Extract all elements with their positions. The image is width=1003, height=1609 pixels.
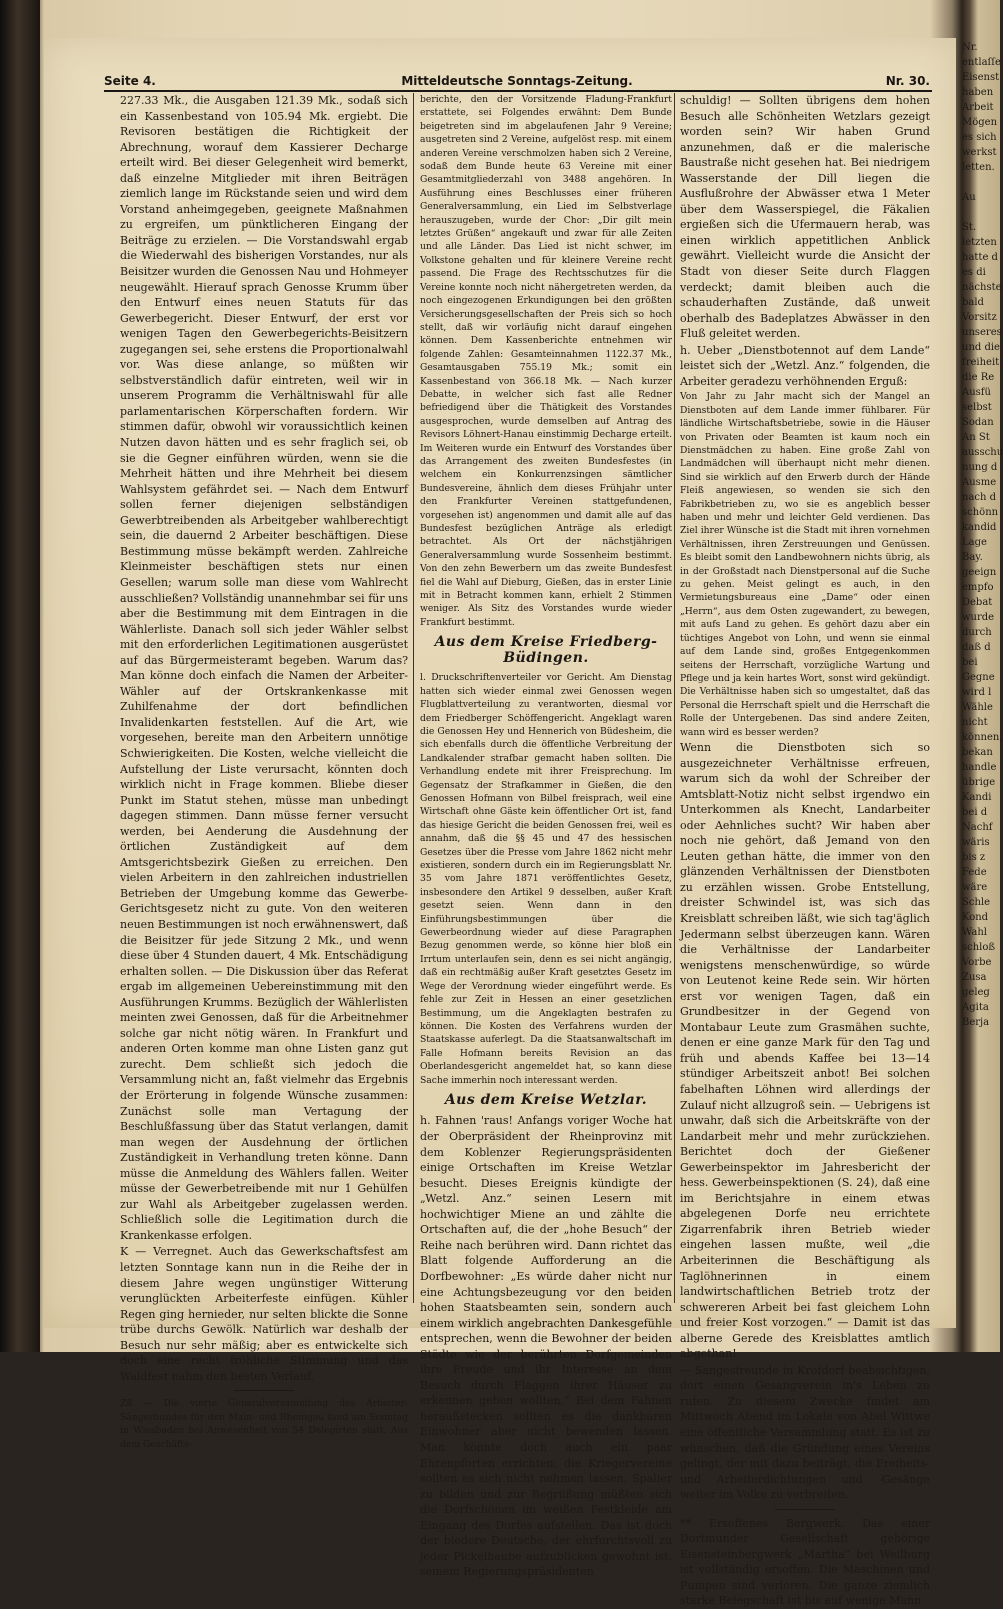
adjacent-page-fragment: Wähle <box>962 702 993 713</box>
adjacent-page-fragment: selbst <box>962 402 992 413</box>
adjacent-page-fragment: hatte d <box>962 252 998 263</box>
adjacent-page-fragment: es sich <box>962 132 997 143</box>
adjacent-page-fragment: haben <box>962 87 994 98</box>
adjacent-page-fragment: und die <box>962 342 1000 353</box>
adjacent-page-fragment: Arbeit <box>962 102 994 113</box>
adjacent-page-fragment: Sodan <box>962 417 994 428</box>
adjacent-page-fragment: werkst <box>962 147 997 158</box>
adjacent-page-fragment: unseres <box>962 327 1002 338</box>
newspaper-title: Mitteldeutsche Sonntags-Zeitung. <box>401 74 633 88</box>
adjacent-page-fragment: Fede <box>962 867 987 878</box>
column-divider-1 <box>413 93 414 1303</box>
section-heading: Aus dem Kreise Friedberg-Büdingen. <box>434 634 658 666</box>
article-divider <box>234 1390 294 1391</box>
article-paragraph: — Sangesfreunde in Krofdorf beabsichtigen, dort einen Gesangverein in's Leben zu rufen. Zu diesem Zwecke findet am Mittwoch Abend im Lokale von Abel Wittwe eine öffentliche Versammlung statt. Es ist zu wünschen, daß die Gründung eines Vereins gelingt, der mit dazu beiträgt, die Freiheits- und Arbeiterdichtungen und -Gesänge weiter im Volke zu verbreiten. <box>680 1363 930 1502</box>
adjacent-page-fragment: die Re <box>962 372 995 383</box>
article-paragraph: h. Fahnen 'raus! Anfangs voriger Woche hat der Oberpräsident der Rheinprovinz mit dem Koblenzer Regierungspräsidenten einige Ortschaften im Kreise Wetzlar besucht. Dieses Ereignis kündigte der „Wetzl. Anz.“ seinen Lesern mit hochwichtiger Miene an und zählte die Ortschaften auf, die der „hohe Besuch“ der Reihe nach berühren wird. Dann richtet das Blatt folgende Aufforderung an die Dorfbewohner: „Es würde daher nicht nur eine Achtungsbezeugung vor den beiden hohen Staatsbeamten sein, sondern auch einem wirklich angebrachten Dankesgefühle entsprechen, wenn die Bewohner der beiden Städte wie der berührten Dorfgemeinden ihre Freude und ihr Interesse an dem Besuch durch Flaggen ihrer Häuser zu erkennen geben wollten.“ Bei dem Fahnen heraußstecken sollten es die dankbaren Einwohner aber nicht bewenden lassen. Man könnte doch auch ein paar Ehrenpforten errichten; die Kriegervereine sollten es sich nicht nehmen lassen, Spalier zu bilden und zur Begrüßung müßten sich die Dorfschönen im weißen Festkleide am Eingang des Dorfes aufstellen. Das ist doch der biedere Deutsche, der ehrfurchtsvoll zu jeder Pickelhaube aufzublicken gewohnt ist, seinem Regierungspräsidenten <box>420 1114 672 1579</box>
article-paragraph: K — Verregnet. Auch das Gewerkschaftsfest am letzten Sonntage kann nun in die Reihe der in diesem Jahre wegen ungünstiger Witterung verunglückten Arbeiterfeste einfügen. Kühler Regen ging hernieder, nur selten blickte die Sonne trübe durchs Gewölk. Natürlich war deshalb der Besuch nur sehr mäßig; aber es entwickelte sich doch eine recht fröhliche Stimmung und das Waldfest nahm den besten Verlauf. <box>120 1245 408 1383</box>
adjacent-page-fragment: geleg <box>962 987 990 998</box>
article-paragraph-small: l. Druckschriftenverteiler vor Gericht. Am Dienstag hatten sich wieder einmal zwei Genossen wegen Flugblattverteilung zu verantworten, diesmal vor dem Friedberger Schöffengericht. Angeklagt waren die Genossen Hey und Hennerich von Büdesheim, die sich ebenfalls durch die öffentliche Verbreitung der Landkalender strafbar gemacht haben sollten. Die Verhandlung endete mit ihrer Freisprechung. Im Gegensatz der Strafkammer in Gießen, die den Genossen Hofmann von Bilbel freisprach, weil eine Wirtschaft ohne Gäste kein öffentlicher Ort ist, fand das hiesige Gericht die beiden Genossen frei, weil es annahm, daß die §§ 45 und 47 des hessischen Gesetzes über die Presse vom Jahre 1862 nicht mehr existieren, sondern durch ein im Regierungsblatt Nr. 35 vom Jahre 1871 veröffentlichtes Gesetz, insbesondere den Artikel 9 desselben, außer Kraft gesetzt seien. Wenn dann in den Einführungsbestimmungen über die Gewerbeordnung wieder auf diese Paragraphen Bezug genommen werde, so könne hier bloß ein Irrtum unterlaufen sein, denn es sei nicht angängig, daß ein rechtmäßig außer Kraft gesetztes Gesetz im Wege der Verordnung wieder eingeführt werde. Es fehle zur Zeit in Hessen an einer gesetzlichen Bestimmung, um die Angeklagten bestrafen zu können. Die Kosten des Verfahrens wurden der Staatskasse auferlegt. Da die Staatsanwaltschaft im Falle Hofmann bereits Revision an das Oberlandesgericht angemeldet hat, so kann diese Sache immerhin noch interessant werden. <box>420 672 672 1086</box>
column-1 <box>120 93 408 1450</box>
page-header <box>104 72 930 92</box>
adjacent-page-fragment: freiheit <box>962 357 1000 368</box>
section-heading: Aus dem Kreise Wetzlar. <box>444 1091 648 1108</box>
column-divider-2 <box>674 93 675 1303</box>
adjacent-page-fragment: Nachf <box>962 822 993 833</box>
book-spine-edge <box>0 0 40 1352</box>
adjacent-page-fragment: durch <box>962 627 992 638</box>
adjacent-page-fragment: Vorbe <box>962 957 992 968</box>
article-divider <box>775 1509 835 1510</box>
adjacent-page-fragment: Ausme <box>962 477 997 488</box>
article-paragraph-small: Zß — Die vierte Generalversammlung des Arbeiter-Sängerbundes für den Main- und Rheingau fand am Sonntag in Wiesbaden bei Anwesenheit von 54 Delegirten statt. Aus dem Geschäfts- <box>120 1398 408 1450</box>
adjacent-page-fragment: übrige <box>962 777 996 788</box>
adjacent-page-fragment: Berja <box>962 1017 990 1028</box>
adjacent-page-fragment: bis z <box>962 852 986 863</box>
adjacent-page-fragment: wäre <box>962 882 988 893</box>
adjacent-page-fragment: wäris <box>962 837 990 848</box>
adjacent-page-fragment: ausschu <box>962 447 1003 458</box>
column-3 <box>680 93 930 1608</box>
adjacent-page-fragment: Mögen <box>962 117 998 128</box>
article-paragraph: 227.33 Mk., die Ausgaben 121.39 Mk., sodaß sich ein Kassenbestand von 105.94 Mk. ergiebt. Die Revisoren bestätigen die Richtigkeit der Abrechnung, worauf dem Kassierer Decharge erteilt wird. Bei dieser Gelegenheit wird bemerkt, daß einzelne Mitglieder mit ihren Beiträgen ziemlich lange im Rückstande seien und wird dem Vorstand anheimgegeben, geeignete Maßnahmen zu ergreifen, um pünktlicheren Eingang der Beiträge zu erzielen. — Die Vorstandswahl ergab die Wiederwahl des bisherigen Vorstandes, nur als Beisitzer wurden die Genossen Nau und Hohmeyer neugewählt. Hierauf sprach Genosse Krumm über den Entwurf eines neuen Statuts für das Gewerbegericht. Dieser Entwurf, der erst vor wenigen Tagen den Gewerbegerichts-Beisitzern zugegangen sei, sehe erstens die Proportionalwahl vor. Was diese anlange, so müßten wir selbstverständlich dafür eintreten, weil wir in unserem Programm die Verhältniswahl für alle parlamentarischen Körperschaften fordern. Wir stimmen dafür, obwohl wir voraussichtlich keinen Nutzen davon hätten und es sehr fraglich sei, ob sie die Gegner einführen würden, wenn sie die Mehrheit hätten und ihre Mehrheit bei diesem Wahlsystem gefährdet sei. — Nach dem Entwurf sollen ferner diejenigen selbständigen Gewerbtreibenden als Arbeitgeber wahlberechtigt sein, die dauernd 2 Arbeiter beschäftigen. Diese Bestimmung müsse bekämpft werden. Zahlreiche Kleinmeister beschäftigen stets nur einen Gesellen; warum solle man diese vom Wahlrecht ausschließen? Vollständig unannehmbar sei für uns aber die Bestimmung mit dem Eintragen in die Wählerliste. Danach soll sich jeder Wähler selbst mit den erforderlichen Legitimationen ausgerüstet auf das Bürgermeisteramt begeben. Warum das? Man könne doch einfach die Namen der Arbeiter-Wähler auf der Ortskrankenkasse mit Zuhilfenahme der dort befindlichen Invalidenkarten feststellen. Auf die Art, wie vorgesehen, bereite man den Arbeitern unnötige Schwierigkeiten. Die Kosten, welche vielleicht die Aufstellung der Liste verursacht, könnten doch wirklich nicht in Frage kommen. Bliebe dieser Punkt im Statut stehen, müsse man unbedingt dagegen stimmen. Dann müsse ferner versucht werden, bei Aenderung die Ausdehnung der örtlichen Zuständigkeit auf dem Amtsgerichtsbezirk Gießen zu erreichen. Den vielen Arbeitern in den zahlreichen industriellen Betrieben der Umgebung komme das Gewerbe-Gerichtsgesetz nicht zu gute. Von den weiteren neuen Bestimmungen ist noch erwähnenswert, daß die Beisitzer für jede Sitzung 2 Mk., und wenn diese über 4 Stunden dauert, 4 Mk. Entschädigung erhalten sollen. — Die Diskussion über das Referat ergab im allgemeinen Uebereinstimmung mit den Ausführungen Krumms. Bezüglich der Wählerlisten meinten zwei Genossen, daß für die Arbeitnehmer solche gar nicht nötig wären. In Frankfurt und anderen Orten komme man ohne Listen ganz gut zurecht. Dem schließt sich jedoch die Versammlung nicht an, faßt vielmehr das Ergebnis der Erörterung in folgende Wünsche zusammen: Zunächst solle man Vertagung der Beschlußfassung über das Statut verlangen, damit man wegen der Ausdehnung der örtlichen Zuständigkeit in Verhandlung treten könne. Dann müsse die Anmeldung des Wählers fallen. Weiter müsse der Gewerbetreibende mit nur 1 Gehülfen zur Wahl als Arbeitgeber zugelassen werden. Schließlich solle die Legitimation durch die Krankenkasse erfolgen. <box>120 94 408 1242</box>
issue-number: Nr. 30. <box>885 74 930 88</box>
adjacent-page-fragment: Eisenst <box>962 72 1000 83</box>
adjacent-page-fragment: Kandi <box>962 792 992 803</box>
adjacent-page-strip <box>962 40 1003 1352</box>
adjacent-page-fragment: Agita <box>962 1002 989 1013</box>
adjacent-page-fragment: Zusa <box>962 972 987 983</box>
page-number: Seite 4. <box>104 74 156 88</box>
adjacent-page-fragment: nächste <box>962 282 1002 293</box>
adjacent-page-fragment: wurde <box>962 612 995 623</box>
article-paragraph-small: berichte, den der Vorsitzende Fladung-Frankfurt erstattete, sei Folgendes erwähnt: Dem Bunde beigetreten sind im abgelaufenen Jahr 9 Vereine; ausgetreten sind 2 Vereine, aufgelöst resp. mit einem anderen Vereine verschmolzen haben sich 2 Vereine, sodaß dem Bunde heute 63 Vereine mit einer Gesamtmitgliederzahl von 3488 angehören. In Ausführung eines Beschlusses einer früheren Generalversammlung, ein Lied im Selbstverlage herauszugeben, wurde der Chor: „Dir gilt mein letztes Grüßen“ angekauft und zwar für alle Zeiten und alle Länder. Das Lied ist nicht schwer, im Volkstone gehalten und für kleinere Vereine recht passend. Die Frage des Rechtsschutzes für die Vereine konnte noch nicht nähergetreten werden, da noch eingezogenen Erkundigungen bei den größten Versicherungsgesellschaften der Preis sich so hoch stellt, daß wir vorläufig nicht darauf eingehen können. Dem Kassenberichte entnehmen wir folgende Zahlen: Gesamteinnahmen 1122.37 Mk., Gesamtausgaben 755.19 Mk.; somit ein Kassenbestand von 366.18 Mk. — Nach kurzer Debatte, in welcher sich fast alle Redner befriedigend über die Thätigkeit des Vorstandes ausgesprochen, wurde demselben auf Antrag des Revisors Löhnert-Hanau einstimmig Decharge erteilt. Im Weiteren wurde ein Entwurf des Vorstandes über das Arrangement des zweiten Bundesfestes (in welchem ein Konkurrenzsingen sämtlicher Bundesvereine, ähnlich dem dieses Frühjahr unter den Frankfurter Vereinen stattgefundenen, vorgesehen ist) angenommen und damit alle auf das Bundesfest bezüglichen Anträge als erledigt betrachtet. Als Ort der nächstjährigen Generalversammlung wurde Sossenheim bestimmt. Von den zehn Bewerbern um das zweite Bundesfest fiel die Wahl auf Dieburg, Gießen, das in erster Linie mit in Betracht kommen kann, erhielt 2 Stimmen weniger. Als Sitz des Vorstandes wurde wieder Frankfurt bestimmt. <box>420 94 672 628</box>
adjacent-page-fragment: handle <box>962 762 997 773</box>
adjacent-page-fragment: letzten <box>962 237 997 248</box>
adjacent-page-fragment: bald <box>962 297 984 308</box>
quoted-passage: Von Jahr zu Jahr macht sich der Mangel an Dienstboten auf dem Lande immer fühlbarer. Für ländliche Wirtschaftsbetriebe, sowie in die Häuser von Privaten oder Beamten ist kaum noch ein Dienstmädchen zu haben. Eine große Zahl von Landmädchen will überhaupt nicht mehr dienen. Sind sie wirklich auf den Erwerb durch der Hände Fleiß angewiesen, so wenden sie sich den Fabrikbetrieben zu, wo sie es angeblich besser haben und mehr und leichter Geld verdienen. Das Ziel ihrer Wünsche ist die Stadt mit ihren vornehmen Verhältnissen, ihren Zerstreuungen und Genüssen. Es bleibt somit den Landbewohnern nichts übrig, als in der Großstadt nach Dienstpersonal auf die Suche zu gehen. Meist gelingt es auch, in den Vermietungsbureaus eine „Dame“ oder einen „Herrn“, aus dem Osten zugewandert, zu bewegen, mit aufs Land zu gehen. Es gehört dazu aber ein tüchtiges Angebot von Lohn, und wenn sie einmal auf dem Lande sind, großes Entgegenkommen seitens der Herrschaft, vorzügliche Wartung und Pflege und ja kein hartes Wort, sonst wird gekündigt. Die Verhältnisse haben sich so umgestaltet, daß das Personal die Herrschaft spielt und die Herrschaft die Rolle der Untergebenen. Das sind andere Zeiten, wann wird es besser werden? <box>680 391 930 738</box>
adjacent-page-fragment <box>962 175 1000 190</box>
adjacent-page-fragment: St. <box>962 222 977 233</box>
adjacent-page-fragment: bekan <box>962 747 993 758</box>
adjacent-page-fragment: daß d <box>962 642 991 653</box>
adjacent-page-fragment <box>962 205 1000 220</box>
adjacent-page-fragment: kandid <box>962 522 997 533</box>
adjacent-page-fragment: nicht <box>962 717 988 728</box>
adjacent-page-fragment: empfo <box>962 582 994 593</box>
adjacent-page-fragment: es di <box>962 267 986 278</box>
adjacent-page-fragment: letten. <box>962 162 995 173</box>
adjacent-page-fragment: wird l <box>962 687 992 698</box>
adjacent-page-fragment: Nr. <box>962 42 978 53</box>
column-2 <box>420 93 672 1579</box>
adjacent-page-fragment: Au <box>962 192 976 203</box>
adjacent-page-fragment: geeign <box>962 567 997 578</box>
adjacent-page-fragment: entlaſſe <box>962 57 1001 68</box>
adjacent-page-fragment: Wahl <box>962 927 988 938</box>
adjacent-page-fragment: An St <box>962 432 990 443</box>
adjacent-page-fragment: Bay. <box>962 552 983 563</box>
header-rule <box>104 90 932 92</box>
adjacent-page-fragment: nung d <box>962 462 998 473</box>
adjacent-page-fragment: nach d <box>962 492 997 503</box>
adjacent-page-fragment: Vorsitz <box>962 312 997 323</box>
article-paragraph: Wenn die Dienstboten sich so ausgezeichneter Verhältnisse erfreuen, warum sich da wohl der Schreiber der Amtsblatt-Notiz nicht selbst irgendwo ein Unterkommen als Knecht, Landarbeiter oder Aehnliches sucht? Wir haben aber noch nie gehört, daß Jemand von den Leuten gethan hätte, die immer von den glänzenden Verhältnissen der Dienstboten zu erzählen wissen. Grobe Entstellung, dreister Schwindel ist, was sich das Kreisblatt schreiben läßt, wie sich tag'äglich Jedermann selbst überzeugen kann. Wären die Verhältnisse der Landarbeiter wenigstens menschenwürdige, so würde von Leutenot keine Rede sein. Wir hörten erst vor wenigen Tagen, daß ein Grundbesitzer in der Gegend von Montabaur Leute zum Grasmähen suchte, denen er eine ganze Mark für den Tag und früh und abends Kaffee bei 13—14 stündiger Arbeitszeit anbot! Bei solchen fabelhaften Löhnen wird allerdings der Zulauf nicht allzugroß sein. — Uebrigens ist unwahr, daß sich die Arbeitskräfte von der Landarbeit mehr und mehr zurückziehen. Berichtet doch der Gießener Gewerbeinspektor im Jahresbericht der hess. Gewerbeinspektionen (S. 24), daß eine im Berichtsjahre in einem etwas abgelegenen Dorfe neu errichtete Zigarrenfabrik ihren Betrieb wieder eingehen lassen mußte, weil „die Arbeiterinnen die Beschäftigung als Taglöhnerinnen in einem landwirtschaftlichen Betrieb trotz der schwereren Arbeit bei fast gleichem Lohn und freier Kost vorzogen.“ — Damit ist das alberne Gerede des Kreisblattes amtlich abgethan! <box>680 740 930 1361</box>
adjacent-page-fragment: schönn <box>962 507 999 518</box>
article-paragraph: ** Ersoffenes Bergwerk. Das einer Dortmunder Gesellschaft gehörige Eisensteinbergwerk „Martha“ bei Weilburg ist vollständig ersoffen. Die Maschinen und Pumpen sind verloren. Die ganze ziemlich starke Belegschaft ist bis auf wenige Mann <box>680 1516 930 1608</box>
adjacent-page-fragment: bei <box>962 657 978 668</box>
adjacent-page-fragment: Schle <box>962 897 991 908</box>
adjacent-page-fragment: Debat <box>962 597 993 608</box>
adjacent-page-fragment: Lage <box>962 537 987 548</box>
article-paragraph: h. Ueber „Dienstbotennot auf dem Lande“ leistet sich der „Wetzl. Anz.“ folgenden, die Arbeiter geradezu verhöhnenden Erguß: <box>680 343 930 388</box>
adjacent-page-fragment: bei d <box>962 807 988 818</box>
adjacent-page-fragment: schloß <box>962 942 996 953</box>
adjacent-page-fragment: Ausfü <box>962 387 991 398</box>
adjacent-page-fragment: Gegne <box>962 672 995 683</box>
adjacent-page-fragment: können, <box>962 732 1003 743</box>
article-paragraph: schuldig! — Sollten übrigens dem hohen Besuch alle Schönheiten Wetzlars gezeigt worden sein? Wir haben Grund anzunehmen, daß er die malerische Baustraße nicht gesehen hat. Bei niedrigem Wasserstande der Dill liegen die Ausflußrohre der Abwässer etwa 1 Meter über dem Wasserspiegel, die Fäkalien ergießen sich die Ufermauern herab, was einen wirklich appetitlichen Anblick gewährt. Vielleicht wurde die Ansicht der Stadt von dieser Seite durch Flaggen verdeckt; damit bleiben auch die schauderhaften Zustände, daß unweit oberhalb des Badeplatzes Abwässer in den Fluß geleitet werden. <box>680 94 930 341</box>
adjacent-page-fragment: Kond <box>962 912 989 923</box>
